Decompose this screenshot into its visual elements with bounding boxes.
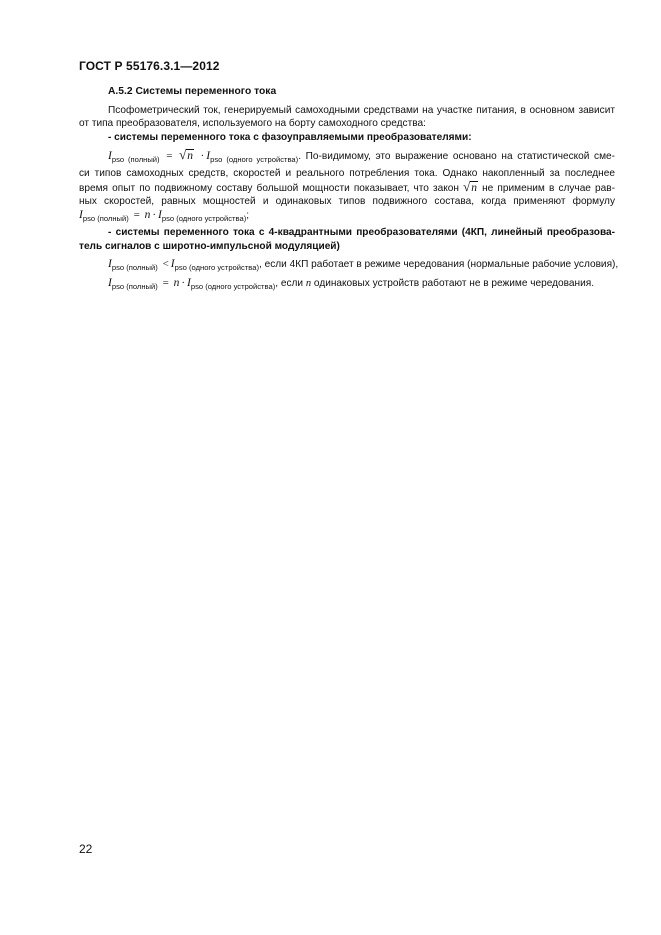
heading-line-2: тель сигналов с широтно-импульсной модуляцией): [79, 240, 340, 252]
sqrt-radicand: n: [471, 182, 477, 195]
formula-dot: ·: [181, 277, 186, 290]
formula-n: n: [305, 278, 312, 290]
document-body: [79, 104, 619, 294]
paragraph-line-3: [79, 180, 615, 195]
intro-line-1: Псофометрический ток, генерируемый самоходными средствами на участке питания, в основном зависит: [108, 105, 615, 116]
formula-subscript-total: pso (полный): [111, 282, 158, 292]
section-heading: [108, 86, 276, 97]
formula-symbol-I: I: [108, 258, 112, 271]
formula-equals: =: [133, 208, 140, 221]
formula-subscript-total: pso (полный): [82, 213, 129, 223]
formula-symbol-I: I: [170, 258, 175, 271]
document-code-header: ГОСТ Р 55176.3.1—2012: [79, 59, 220, 73]
formula-subscript-total: pso (полный): [111, 155, 160, 165]
case-text: , если: [275, 278, 304, 290]
formula-terminator: ;: [246, 209, 250, 221]
case-interleaved: [79, 258, 619, 274]
page-number: 22: [79, 842, 93, 856]
intro-paragraph: [79, 104, 615, 131]
case-text: , если 4КП работает в режиме чередования (нормальные рабочие условия),: [259, 259, 619, 271]
formula-symbol-I: I: [108, 150, 112, 163]
formula-n: n: [144, 208, 151, 221]
formula-subscript-single: pso (одного устройства): [161, 213, 247, 223]
formula-line-2: [79, 209, 615, 225]
sqrt-n-symbol: [179, 148, 194, 163]
formula-subscript-single: pso (одного устройства): [190, 282, 276, 292]
formula-dot: ·: [200, 150, 205, 163]
list-item-phase-controlled-paragraph: [79, 148, 615, 225]
paragraph-line-2: си типов самоходных средств, скоростей и реального потребления тока. Однако накопленный за последнее: [79, 167, 615, 179]
formula-subscript-single: pso (одного устройства): [174, 263, 259, 273]
formula-subscript-single: pso (одного устройства): [210, 155, 299, 165]
list-item-phase-controlled-heading: - системы переменного тока с фазоуправляемыми преобразователями:: [108, 131, 472, 143]
formula-less-than: <: [162, 258, 169, 271]
formula-dot: ·: [152, 208, 157, 221]
formula-symbol-I: I: [158, 208, 162, 221]
four-quadrant-cases: [79, 258, 619, 294]
formula-symbol-I: I: [187, 277, 191, 290]
section-number: А.5.2: [108, 86, 133, 97]
formula-symbol-I: I: [79, 208, 83, 221]
formula-subscript-total: pso (полный): [111, 263, 158, 273]
formula-symbol-I: I: [206, 150, 211, 163]
formula-n: n: [173, 277, 180, 290]
sqrt-radical-icon: √: [463, 179, 471, 195]
list-item-four-quadrant-heading: [79, 226, 615, 253]
heading-line-1: - системы переменного тока с 4-квадрантными преобразователями (4КП, линейный преобразова-: [108, 227, 615, 239]
paragraph-text: . По-видимому, это выражение основано на статистической сме-: [298, 151, 616, 163]
formula-line-1: [79, 148, 615, 166]
intro-line-2: от типа преобразователя, используемого на борту самоходного средства:: [79, 118, 426, 130]
sqrt-n-symbol: [463, 180, 478, 195]
case-non-interleaved: [79, 277, 615, 293]
sqrt-radical-icon: √: [179, 147, 187, 163]
formula-equals: =: [162, 277, 169, 290]
case-text: одинаковых устройств работают не в режиме чередования.: [313, 278, 594, 290]
paragraph-text: не применим в случае рав-: [482, 183, 615, 195]
formula-symbol-I: I: [108, 277, 112, 290]
paragraph-text: время опыт по подвижному составу большой мощности показывает, что закон: [79, 183, 459, 195]
paragraph-line-4: ных скоростей, равных мощностей и одинаковых типов подвижного состава, когда применяют формулу: [79, 196, 615, 208]
formula-equals: =: [166, 150, 173, 163]
section-title-text: Системы переменного тока: [135, 86, 277, 97]
sqrt-radicand: n: [187, 150, 193, 163]
